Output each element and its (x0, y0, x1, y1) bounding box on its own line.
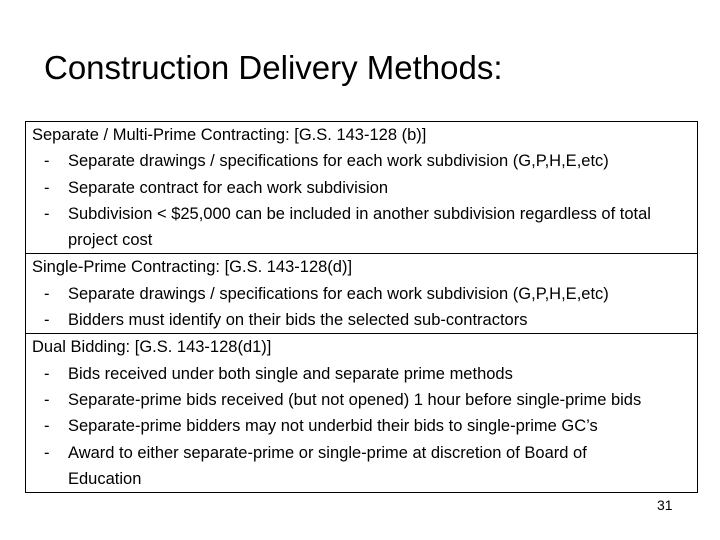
bullet-item (32, 307, 697, 333)
dash-bullet-icon: - (44, 284, 50, 303)
section-dual-bidding (26, 333, 697, 492)
page-number: 31 (657, 497, 673, 513)
bullet-text: Bids received under both single and separate prime methods (68, 364, 513, 383)
dash-bullet-icon: - (44, 204, 50, 223)
bullet-item (32, 361, 697, 387)
section-heading: Separate / Multi-Prime Contracting: [G.S. 143-128 (b)] (32, 126, 427, 144)
bullet-item (32, 387, 697, 413)
bullet-item (32, 413, 697, 439)
dash-bullet-icon: - (44, 178, 50, 197)
bullet-item (32, 440, 697, 493)
bullet-text: Bidders must identify on their bids the selected sub-contractors (68, 311, 528, 330)
bullet-text: Separate contract for each work subdivision (68, 178, 389, 197)
bullet-text: Subdivision < $25,000 can be included in another subdivision regardless of total project cost (68, 204, 651, 250)
dash-bullet-icon: - (44, 390, 50, 409)
section-heading: Single-Prime Contracting: [G.S. 143-128(d)] (32, 258, 353, 277)
bullet-item (32, 175, 697, 201)
dash-bullet-icon: - (44, 364, 50, 383)
slide-title: Construction Delivery Methods: (44, 49, 503, 86)
bullet-item (32, 201, 697, 254)
bullet-text: Separate-prime bids received (but not opened) 1 hour before single-prime bids (68, 390, 642, 409)
section-single-prime (26, 253, 697, 333)
dash-bullet-icon: - (44, 311, 50, 330)
section-heading: Dual Bidding: [G.S. 143-128(d1)] (32, 338, 272, 357)
bullet-text: Separate-prime bidders may not underbid their bids to single-prime GC’s (68, 417, 598, 436)
bullet-item (32, 281, 697, 307)
bullet-text: Separate drawings / specifications for each work subdivision (G,P,H,E,etc) (68, 152, 609, 171)
dash-bullet-icon: - (44, 443, 50, 462)
bullet-item (32, 148, 697, 174)
dash-bullet-icon: - (44, 417, 50, 436)
section-separate-prime (26, 122, 697, 253)
content-box (25, 121, 698, 493)
bullet-text: Separate drawings / specifications for each work subdivision (G,P,H,E,etc) (68, 284, 609, 303)
bullet-text: Award to either separate-prime or single-prime at discretion of Board of Education (68, 443, 587, 488)
dash-bullet-icon: - (44, 152, 50, 171)
